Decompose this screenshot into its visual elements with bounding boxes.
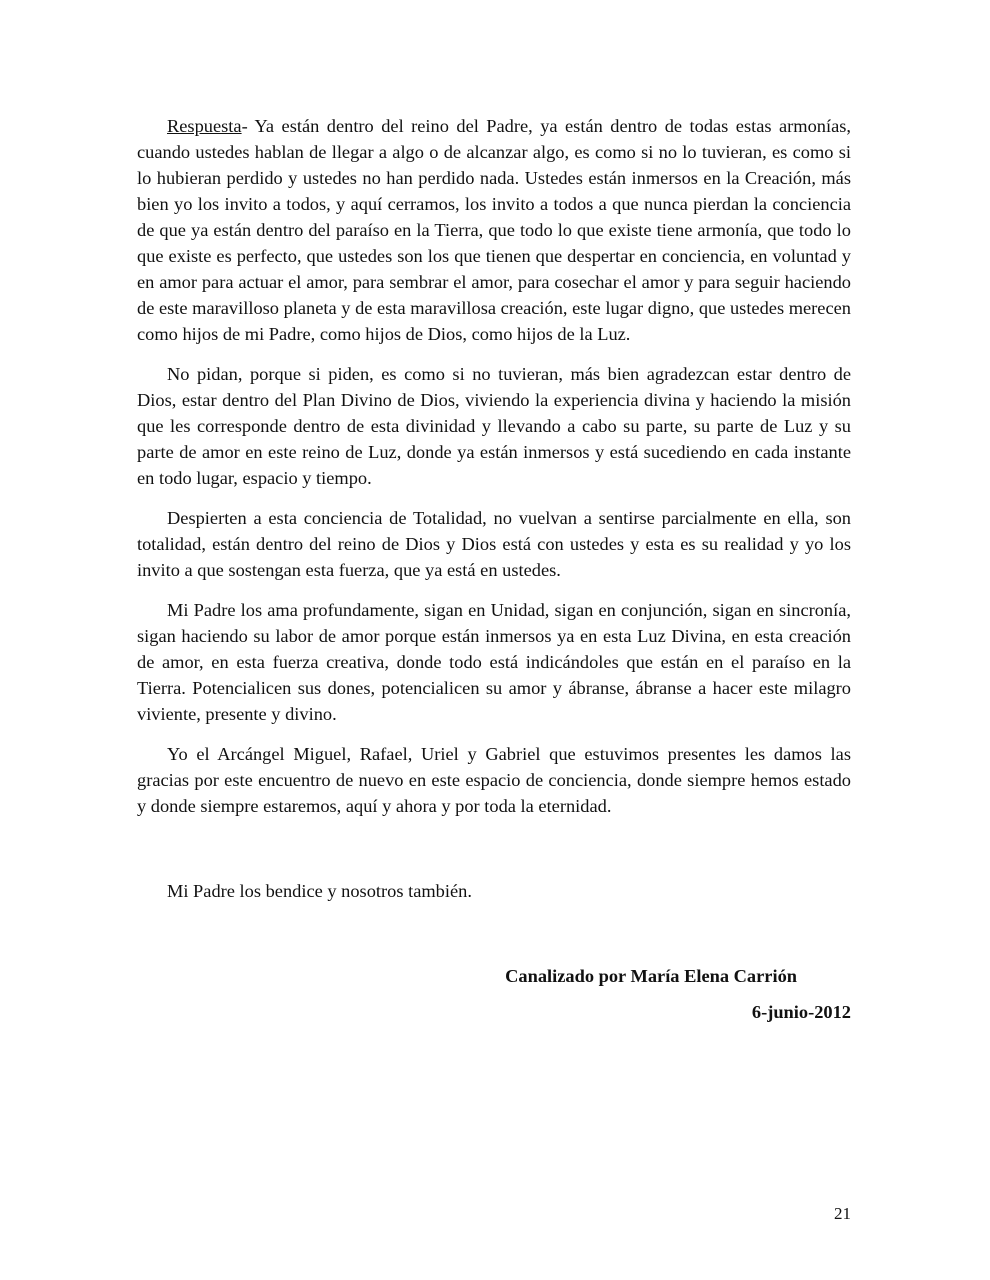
paragraph-despierten: Despierten a esta conciencia de Totalidad, no vuelvan a sentirse parcialmente en ella, son totalidad, están dentro del reino de Dios y Dios está con ustedes y esta es su realidad y yo los invito a que sostengan esta fuerza, que ya está en ustedes. [137,508,851,580]
respuesta-text: - Ya están dentro del reino del Padre, ya están dentro de todas estas armonías, cuando ustedes hablan de llegar a algo o de alcanzar algo, es como si no lo tuvieran, es como si lo hubieran perdido y ustedes no han perdido nada. Ustedes están inmersos en la Creación, más bien yo los invito a todos, y aquí cerramos, los invito a todos a que nunca pierdan la conciencia de que ya están dentro del paraíso en la Tierra, que todo lo que existe tiene armonía, que todo lo que existe es perfecto, que ustedes son los que tienen que despertar en conciencia, en voluntad y en amor para actuar el amor, para sembrar el amor, para cosechar el amor y para seguir haciendo de este maravilloso planeta y de esta maravillosa creación, este lugar digno, que ustedes merecen como hijos de mi Padre, como hijos de Dios, como hijos de la Luz. [137,116,851,344]
page-number: 21 [834,1204,851,1223]
date-line: 6-junio-2012 [751,1002,851,1022]
paragraph-mi-padre-los-ama: Mi Padre los ama profundamente, sigan en Unidad, sigan en conjunción, sigan en sincronía, sigan haciendo su labor de amor porque están inmersos ya en esta Luz Divina, en esta creación de amor, en esta fuerza creativa, donde todo está indicándoles que están en el paraíso en la Tierra. Potencialicen sus dones, potencialicen su amor y ábranse, ábranse a hacer este milagro viviente, presente y divino. [137,600,851,724]
paragraph-arcangeles: Yo el Arcángel Miguel, Rafael, Uriel y Gabriel que estuvimos presentes les damos las gracias por este encuentro de nuevo en este espacio de conciencia, donde siempre hemos estado y donde siempre estaremos, aquí y ahora y por toda la eternidad. [137,744,851,816]
page-body [137,113,851,1025]
blessing-line: Mi Padre los bendice y nosotros también. [167,881,472,901]
paragraph-no-pidan: No pidan, porque si piden, es como si no tuvieran, más bien agradezcan estar dentro de Dios, estar dentro del Plan Divino de Dios, viviendo la experiencia divina y haciendo la misión que les corresponde dentro de esta divinidad y llevando a cabo su parte, su parte de Luz y su parte de amor en este reino de Luz, donde ya están inmersos y está sucediendo en cada instante en todo lugar, espacio y tiempo. [137,364,851,488]
signature-line: Canalizado por María Elena Carrión [505,966,797,986]
respuesta-label: Respuesta [167,116,242,136]
paragraph-respuesta [137,113,851,347]
